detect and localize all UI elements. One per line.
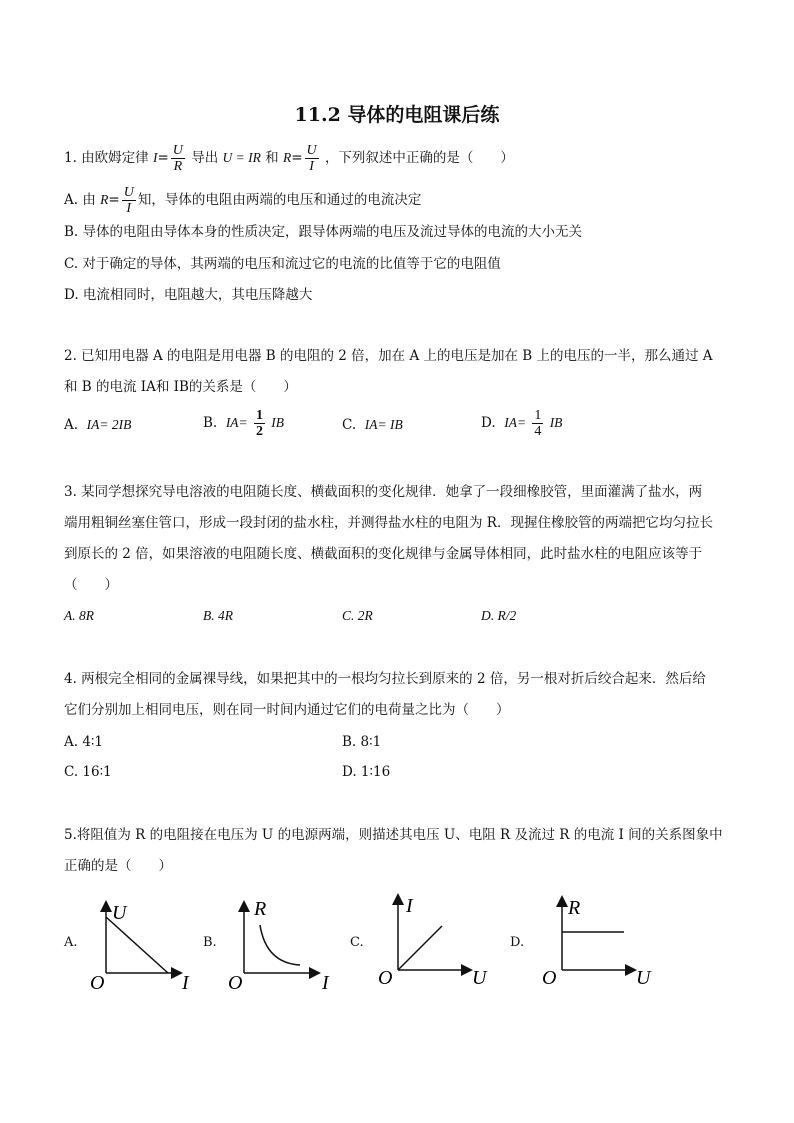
q1-option-d: D. 电流相同时，电阻越大，其电压降越大 (64, 287, 313, 303)
q5-graph-b (222, 895, 342, 995)
q1-option-a-fraction (122, 185, 136, 216)
x-axis-label: I (182, 972, 189, 994)
q1-stem-b: 导出 (191, 150, 219, 166)
q1-eq2: = (291, 150, 303, 166)
q2-option-b-right: IB (271, 415, 285, 430)
y-axis-label: R (254, 898, 267, 920)
q2-option-d-left: IA= (504, 415, 527, 430)
q1-fraction-u-over-r (171, 143, 185, 174)
q5-graph-a (84, 895, 204, 995)
q5-stem-line2: 正确的是（ ） (64, 858, 172, 874)
q5-option-d-label: D. (510, 935, 525, 950)
q3-stem-line4: （ ） (64, 577, 118, 593)
q1-option-a (64, 185, 421, 216)
q2-option-b-left: IA= (225, 415, 248, 430)
q1-stem-a: 1. 由欧姆定律 (64, 150, 149, 166)
q4-option-a: A. 4∶1 (64, 734, 104, 750)
graph-curve (398, 926, 442, 970)
y-axis-label: R (568, 897, 581, 919)
q5-graph-d (538, 892, 668, 992)
q5-option-a-label: A. (64, 935, 78, 950)
q1-frac-num: U (172, 143, 183, 158)
y-axis-label: U (112, 902, 127, 924)
q1-option-a-frac-num: U (123, 185, 134, 200)
q1-frac2-num: U (306, 143, 317, 158)
q1-option-c: C. 对于确定的导体，其两端的电压和流过它的电流的比值等于它的电阻值 (64, 256, 501, 272)
origin-label: O (90, 972, 105, 994)
q2-option-a-label: A. (64, 417, 79, 433)
x-axis-label: U (636, 967, 651, 989)
q2-stem-line2: 和 B 的电流 IA和 IB的关系是（ ） (64, 379, 297, 395)
q1-stem (64, 143, 514, 174)
q3-stem-line3: 到原长的 2 倍，如果溶液的电阻随长度、横截面积的变化规律与金属导体相同，此时盐水柱的电阻应该等于 (64, 546, 703, 562)
q2-option-b (203, 408, 284, 439)
q3-option-c: C. 2R (342, 608, 373, 623)
q3-stem-line1: 3. 某同学想探究导电溶液的电阻随长度、横截面积的变化规律．她拿了一段细橡胶管，里面灌满了盐水，两 (64, 484, 703, 500)
q2-option-d-label: D. (481, 415, 496, 431)
y-axis-label: I (406, 895, 413, 917)
q2-option-d-num: 1 (534, 408, 542, 423)
q1-formula-u-ir: U = IR (222, 150, 261, 165)
q1-option-a-var-R: R (100, 192, 109, 207)
q5-option-c-label: C. (350, 935, 364, 950)
q1-var-I: I (152, 150, 158, 165)
q2-option-d-den: 4 (534, 424, 542, 439)
q1-option-a-prefix: A. 由 (64, 192, 96, 208)
origin-label: O (378, 967, 393, 989)
q1-option-b: B. 导体的电阻由导体本身的性质决定，跟导体两端的电压及流过导体的电流的大小无关 (64, 224, 583, 240)
graph-curve (106, 917, 168, 973)
x-axis-label: U (472, 967, 487, 989)
q1-option-a-frac-den: I (126, 201, 132, 216)
x-axis-label: I (322, 972, 329, 994)
q2-option-d (481, 408, 562, 439)
q2-option-b-num: 1 (255, 408, 263, 423)
q1-option-a-eq: = (108, 192, 120, 208)
q1-eq: = (157, 150, 169, 166)
q4-stem-line1: 4. 两根完全相同的金属裸导线，如果把其中的一根均匀拉长到原来的 2 倍，另一根对折后绞合起来．然后给 (64, 671, 706, 687)
q2-option-b-den: 2 (255, 424, 263, 439)
q5-stem-line1: 5.将阻值为 R 的电阻接在电压为 U 的电源两端，则描述其电压 U、电阻 R 及流过 R 的电流 I 间的关系图象中 (64, 827, 723, 843)
q3-option-a: A. 8R (64, 608, 94, 623)
q4-stem-line2: 它们分别加上相同电压，则在同一时间内通过它们的电荷量之比为（ ） (64, 702, 510, 718)
graph-curve (260, 925, 300, 965)
origin-label: O (228, 972, 243, 994)
q5-graph-c (374, 890, 494, 990)
q1-frac2-den: I (309, 159, 314, 174)
q2-option-d-right: IB (549, 415, 563, 430)
q1-frac-den: R (173, 159, 183, 174)
q2-option-c (342, 415, 403, 435)
q3-stem-line2: 端用粗铜丝塞住管口，形成一段封闭的盐水柱，并测得盐水柱的电阻为 R．现握住橡胶管的两端把它均匀拉长 (64, 515, 713, 531)
q2-option-c-text: IA= IB (364, 417, 403, 432)
q1-stem-c: 和 (265, 150, 279, 166)
q2-option-a (64, 415, 131, 435)
q2-option-c-label: C. (342, 417, 357, 433)
q3-option-b: B. 4R (203, 608, 233, 623)
q1-stem-d: ，下列叙述中正确的是（ ） (324, 150, 514, 166)
q2-option-a-text: IA= 2IB (86, 417, 132, 432)
q4-option-c: C. 16∶1 (64, 764, 112, 780)
q4-option-b: B. 8∶1 (342, 734, 382, 750)
q2-stem-line1: 2. 已知用电器 A 的电阻是用电器 B 的电阻的 2 倍，加在 A 上的电压是加在 B 上的电压的一半，那么通过 A (64, 348, 713, 364)
origin-label: O (542, 967, 557, 989)
q2-option-b-fraction (254, 408, 265, 439)
q2-option-d-fraction (532, 408, 543, 439)
q2-option-b-label: B. (203, 415, 218, 431)
q1-option-a-text: 知，导体的电阻由两端的电压和通过的电流决定 (137, 192, 422, 208)
q1-var-R: R (282, 150, 292, 165)
q1-fraction-u-over-i (305, 143, 319, 174)
q3-option-d: D. R/2 (481, 608, 517, 623)
q4-option-d: D. 1∶16 (342, 764, 391, 780)
q5-option-b-label: B. (203, 935, 217, 950)
page-title: 11.2 导体的电阻课后练 (294, 104, 500, 126)
